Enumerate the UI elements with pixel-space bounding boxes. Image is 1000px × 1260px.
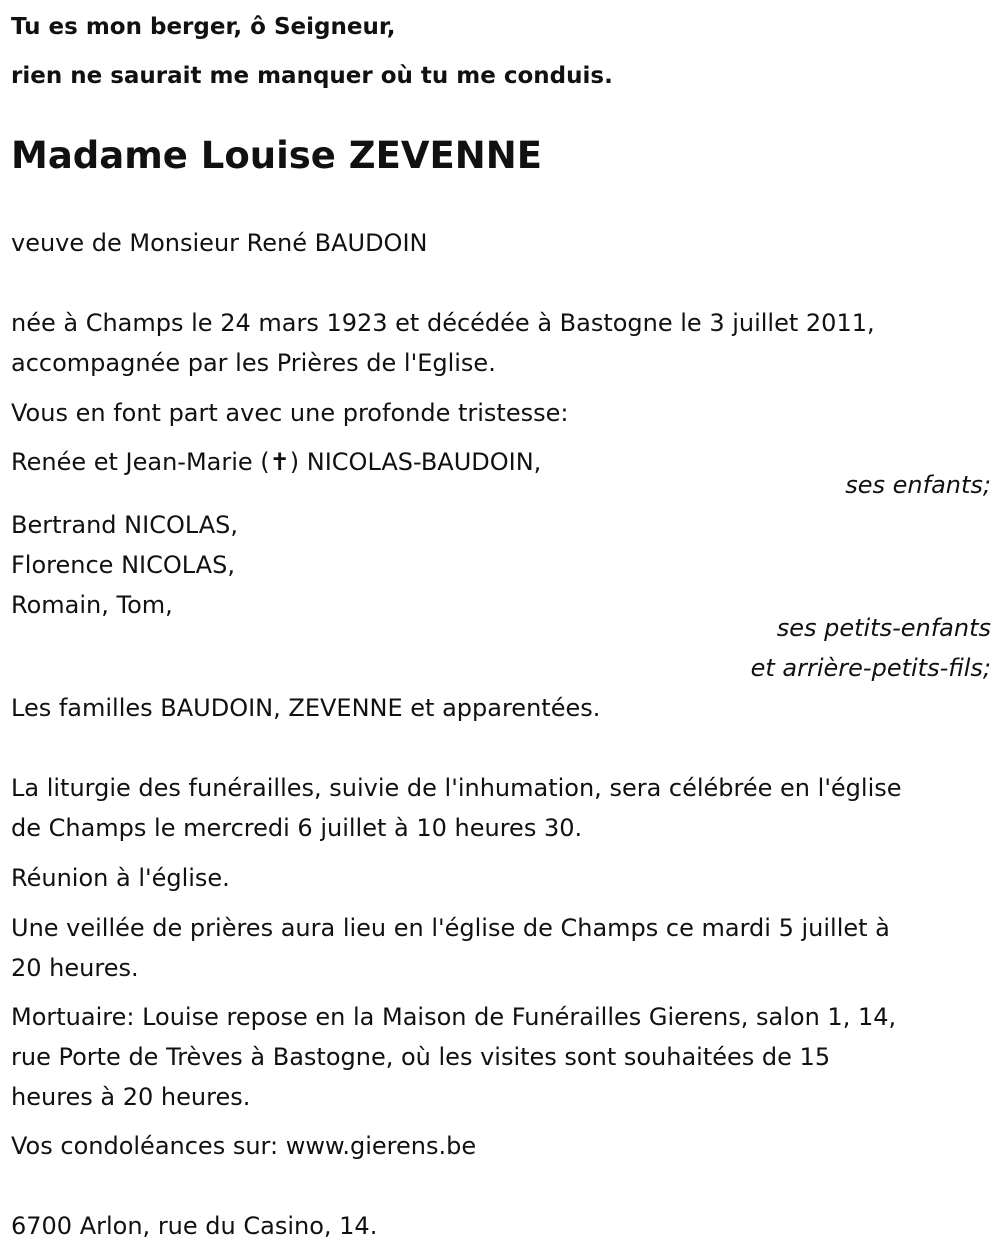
address-line: 6700 Arlon, rue du Casino, 14. <box>11 1212 378 1240</box>
children-role: ses enfants; <box>845 471 991 499</box>
grandchild-line: Bertrand NICOLAS, <box>11 511 239 539</box>
deceased-name: Madame Louise ZEVENNE <box>11 134 543 177</box>
liturgy-line-1: La liturgie des funérailles, suivie de l'inhumation, sera célébrée en l'église <box>11 774 902 802</box>
announcement-line: Vous en font part avec une profonde tristesse: <box>11 399 569 427</box>
children-names: Renée et Jean-Marie (✝) NICOLAS-BAUDOIN, <box>11 448 542 476</box>
grandchild-line: Florence NICOLAS, <box>11 551 235 579</box>
verse-line-1: Tu es mon berger, ô Seigneur, <box>11 14 396 40</box>
mortuary-line-2: rue Porte de Trèves à Bastogne, où les visites sont souhaitées de 15 <box>11 1043 831 1071</box>
vigil-line-1: Une veillée de prières aura lieu en l'église de Champs ce mardi 5 juillet à <box>11 914 890 942</box>
grandchildren-role-2: et arrière-petits-fils; <box>750 654 991 682</box>
liturgy-line-2: de Champs le mercredi 6 juillet à 10 heures 30. <box>11 814 583 842</box>
meeting-line: Réunion à l'église. <box>11 864 230 892</box>
birth-death-line-2: accompagnée par les Prières de l'Eglise. <box>11 349 496 377</box>
mortuary-line-3: heures à 20 heures. <box>11 1083 251 1111</box>
birth-death-line-1: née à Champs le 24 mars 1923 et décédée à Bastogne le 3 juillet 2011, <box>11 309 875 337</box>
verse-line-2: rien ne saurait me manquer où tu me conduis. <box>11 63 613 89</box>
vigil-line-2: 20 heures. <box>11 954 139 982</box>
families-line: Les familles BAUDOIN, ZEVENNE et apparentées. <box>11 694 601 722</box>
condolences-line: Vos condoléances sur: www.gierens.be <box>11 1132 477 1160</box>
grandchild-line: Romain, Tom, <box>11 591 173 619</box>
mortuary-line-1: Mortuaire: Louise repose en la Maison de Funérailles Gierens, salon 1, 14, <box>11 1003 897 1031</box>
spouse-line: veuve de Monsieur René BAUDOIN <box>11 229 428 257</box>
grandchildren-role-1: ses petits-enfants <box>776 614 991 642</box>
